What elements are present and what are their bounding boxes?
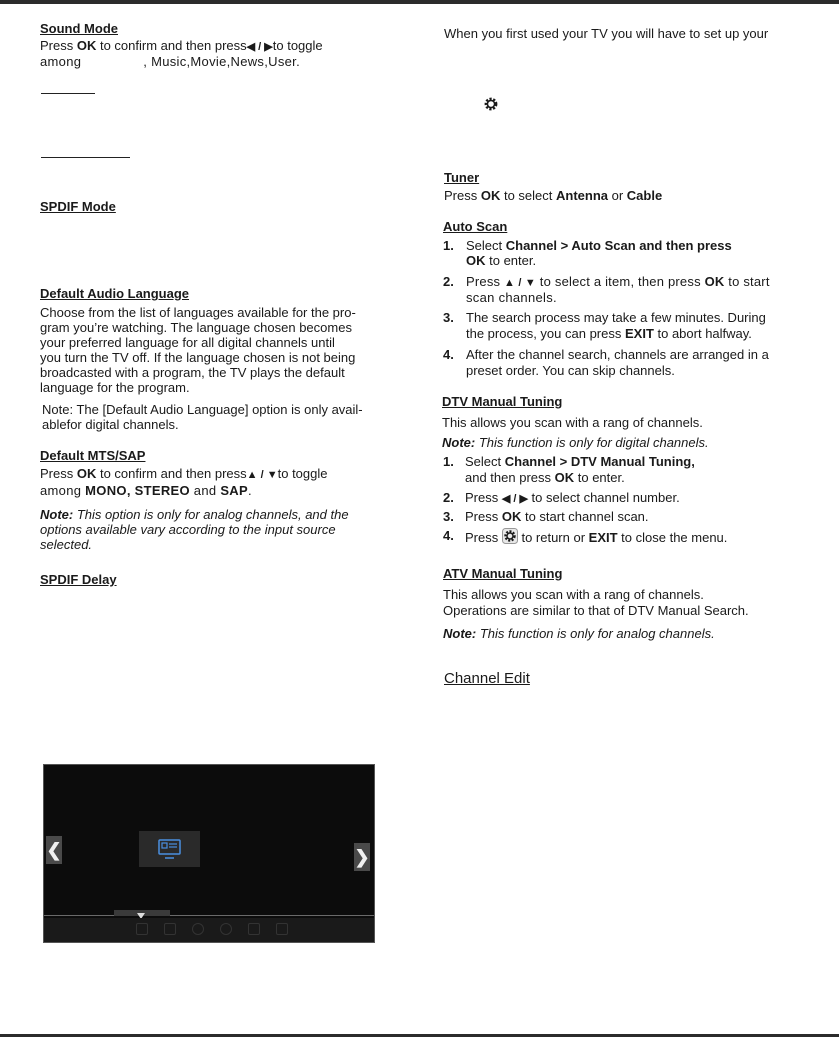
auto-scan-step: Press ▲ / ▼ to select a item, then press OK to start (466, 274, 770, 289)
lock-icon (248, 923, 260, 935)
sound-mode-line-1: Press OK to confirm and then press◀ / ▶to toggle (40, 38, 323, 53)
default-audio-language-line: your preferred language for all digital channels until (40, 335, 335, 350)
intro-text: When you first used your TV you will have to set up your (444, 26, 769, 41)
dtv-manual-tuning-note: Note: This function is only for digital channels. (442, 435, 709, 450)
tv-icon (139, 831, 200, 867)
default-mts-sap-line-2: among MONO, STEREO and SAP. (40, 483, 252, 498)
dtv-step: and then press OK to enter. (465, 470, 625, 485)
default-mts-sap-note: selected. (40, 537, 93, 552)
default-audio-language-line: language for the program. (40, 380, 190, 395)
chevron-left-icon: ❮ (46, 836, 62, 864)
auto-scan-step: preset order. You can skip channels. (466, 363, 675, 378)
dtv-step: Press OK to start channel scan. (465, 509, 649, 524)
atv-manual-tuning-heading: ATV Manual Tuning (443, 566, 563, 581)
menu-divider (44, 915, 374, 916)
default-audio-language-line: gram you’re watching. The language chosen becomes (40, 320, 352, 335)
list-number: 2. (443, 490, 454, 505)
auto-scan-step: the process, you can press EXIT to abort halfway. (466, 326, 752, 341)
tuner-heading: Tuner (444, 170, 480, 185)
setup-icon (276, 923, 288, 935)
list-number: 1. (443, 238, 454, 253)
sound-mode-line-2: among , Music,Movie,News,User. (40, 54, 300, 69)
dtv-manual-tuning-heading: DTV Manual Tuning (442, 394, 563, 409)
default-audio-language-note: ablefor digital channels. (42, 417, 179, 432)
default-mts-sap-line-1: Press OK to confirm and then press▲ / ▼to toggle (40, 466, 328, 481)
tv-menu-screenshot (43, 764, 375, 943)
auto-scan-step: The search process may take a few minutes. During (466, 310, 766, 325)
auto-scan-step: Select Channel > Auto Scan and then press (466, 238, 732, 253)
auto-scan-heading: Auto Scan (443, 219, 508, 234)
default-audio-language-line: Choose from the list of languages available for the pro- (40, 305, 356, 320)
dtv-step: Press ◀ / ▶ to select channel number. (465, 490, 680, 505)
tuner-text: Press OK to select Antenna or Cable (444, 188, 663, 203)
default-audio-language-heading: Default Audio Language (40, 286, 190, 301)
gear-icon (502, 528, 518, 544)
default-audio-language-line: you turn the TV off. If the language chosen is not being (40, 350, 356, 365)
up-down-arrows-icon: ▲ / ▼ (504, 277, 536, 289)
list-number: 4. (443, 347, 454, 362)
blank-heading-rule (41, 93, 95, 94)
atv-manual-tuning-text: This allows you scan with a rang of channels. (443, 587, 704, 602)
spdif-delay-heading: SPDIF Delay (40, 572, 117, 587)
dtv-manual-tuning-desc: This allows you scan with a rang of channels. (442, 415, 703, 430)
left-right-arrows-icon: ◀ / ▶ (246, 41, 273, 53)
channel-icon (192, 923, 204, 935)
list-number: 2. (443, 274, 454, 289)
gear-icon (484, 97, 498, 111)
default-mts-sap-heading: Default MTS/SAP (40, 448, 146, 463)
left-right-arrows-icon: ◀ / ▶ (501, 493, 528, 505)
top-rule (0, 0, 839, 4)
atv-manual-tuning-text: Operations are similar to that of DTV Manual Search. (443, 603, 749, 618)
channel-edit-heading: Channel Edit (444, 670, 530, 687)
default-audio-language-line: broadcasted with a program, the TV plays the default (40, 365, 345, 380)
auto-scan-step: After the channel search, channels are arranged in a (466, 347, 769, 362)
up-down-arrows-icon: ▲ / ▼ (246, 469, 278, 481)
list-number: 1. (443, 454, 454, 469)
default-audio-language-note: Note: The [Default Audio Language] option is only avail- (42, 402, 363, 417)
dtv-step: Select Channel > DTV Manual Tuning, (465, 454, 695, 469)
list-number: 3. (443, 310, 454, 325)
auto-scan-step: OK to enter. (466, 253, 537, 268)
chevron-right-icon: ❯ (354, 843, 370, 871)
blank-heading-rule (41, 157, 130, 158)
time-icon (220, 923, 232, 935)
menu-icon-bar (44, 918, 374, 942)
sound-mode-heading: Sound Mode (40, 21, 118, 36)
picture-icon (136, 923, 148, 935)
list-number: 3. (443, 509, 454, 524)
spdif-mode-heading: SPDIF Mode (40, 199, 116, 214)
default-mts-sap-note: options available vary according to the input source (40, 522, 336, 537)
default-mts-sap-note: Note: This option is only for analog channels, and the (40, 507, 349, 522)
auto-scan-step: scan channels. (466, 290, 557, 305)
channel-menu-tile (139, 831, 200, 867)
sound-icon (164, 923, 176, 935)
atv-manual-tuning-note: Note: This function is only for analog channels. (443, 626, 715, 641)
list-number: 4. (443, 528, 454, 543)
dtv-step: Press to return or EXIT to close the menu. (465, 530, 728, 545)
